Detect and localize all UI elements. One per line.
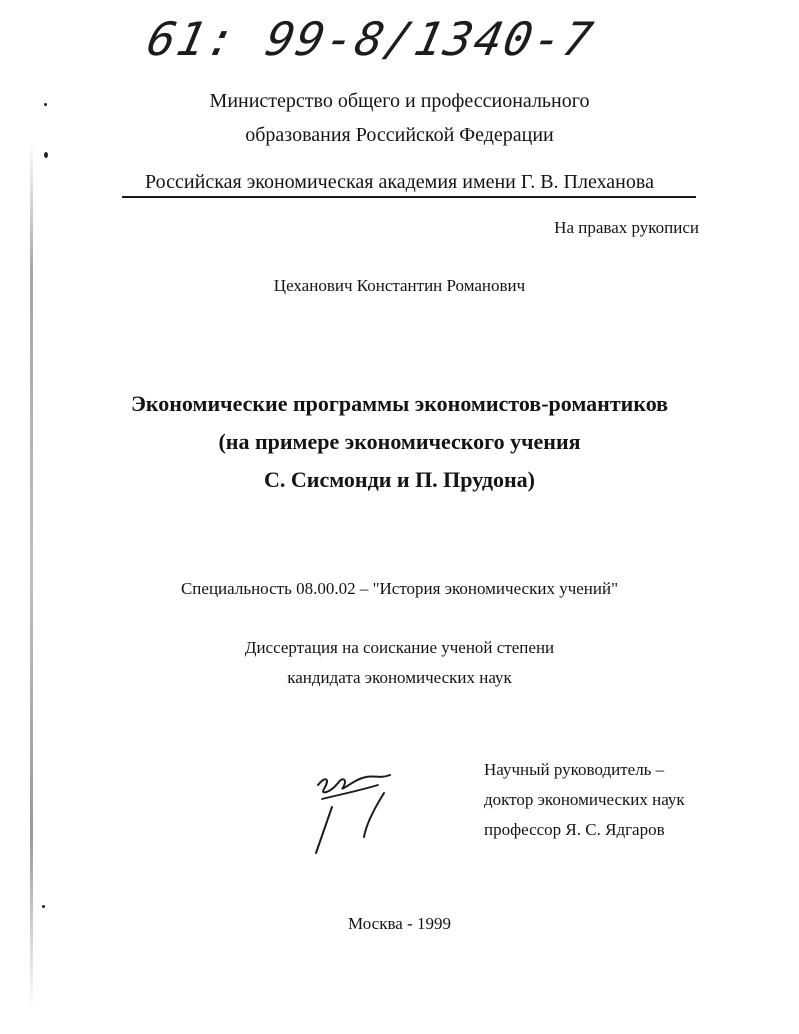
- supervisor-line-3: профессор Я. С. Ядгаров: [484, 820, 665, 839]
- academy-name: Российская экономическая академия имени Г. В. Плеханова: [145, 171, 654, 193]
- degree-line-2: кандидата экономических наук: [287, 668, 512, 687]
- city-year: Москва - 1999: [348, 914, 451, 933]
- specialty: Специальность 08.00.02 – "История экономических учений": [180, 579, 619, 598]
- scan-speck: [44, 152, 48, 158]
- degree-line-1: Диссертация на соискание ученой степени: [244, 638, 555, 657]
- archive-code-handwritten: 61: 99-8/1340-7: [142, 12, 600, 66]
- supervisor-signature: [308, 755, 408, 865]
- scan-edge-shadow: [30, 140, 33, 1010]
- scan-speck: [42, 905, 45, 908]
- supervisor-line-2: доктор экономических наук: [484, 790, 685, 809]
- header-divider: [122, 196, 696, 198]
- rights-note: На правах рукописи: [554, 218, 699, 237]
- title-line-3: С. Сисмонди и П. Прудона): [264, 467, 535, 492]
- author-name: Цеханович Константин Романович: [273, 276, 526, 295]
- ministry-line-2: образования Российской Федерации: [245, 124, 554, 146]
- title-line-2: (на примере экономического учения: [218, 429, 581, 454]
- supervisor-line-1: Научный руководитель –: [484, 760, 665, 779]
- ministry-line-1: Министерство общего и профессионального: [209, 90, 590, 112]
- title-line-1: Экономические программы экономистов-романтиков: [130, 391, 669, 416]
